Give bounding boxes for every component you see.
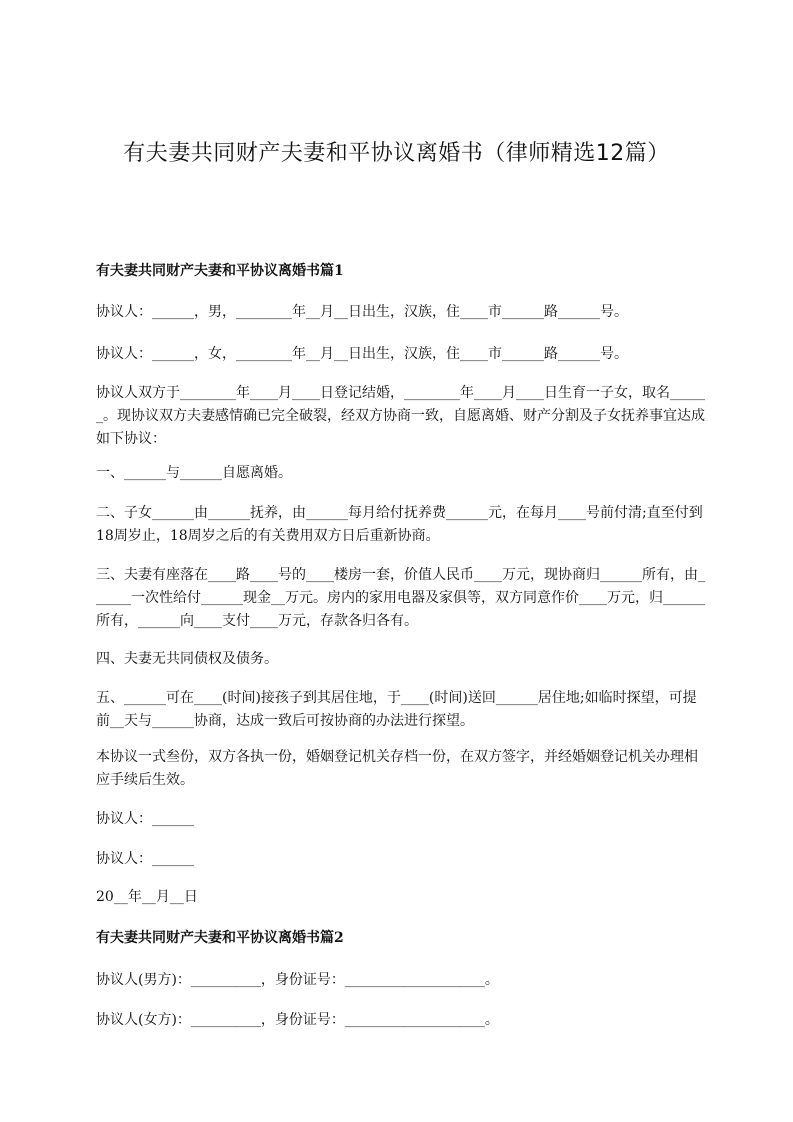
clause-3: 三、夫妻有座落在____路____号的____楼房一套，价值人民币____万元，现协商归______所有，由______一次性给付______现金__万元。房内的家用电器及家俱等，双方同意作价____万元，归______所有，______向____支付____万元，存款各归各有。 [96,567,705,629]
date-line: 20__年__月__日 [96,889,198,905]
effect-paragraph: 本协议一式叁份，双方各执一份，婚姻登记机关存档一份，在双方签字，并经婚姻登记机关办理相应手续后生效。 [96,749,698,788]
signature-line-1: 协议人：______ [96,811,194,827]
section-heading-1: 有夫妻共同财产夫妻和平协议离婚书篇1 [96,263,344,279]
party-female-line: 协议人：______，女，________年__月__日出生，汉族，住____市______路______号。 [96,346,628,362]
clause-1: 一、______与______自愿离婚。 [96,465,292,481]
document-title: 有夫妻共同财产夫妻和平协议离婚书（律师精选12篇） [123,141,670,166]
clause-2: 二、子女______由______抚养，由______每月给付抚养费______元，在每月____号前付清;直至付到18周岁止，18周岁之后的有关费用双方日后重新协商。 [96,505,703,544]
clause-4: 四、夫妻无共同债权及债务。 [96,651,278,667]
marriage-paragraph: 协议人双方于________年____月____日登记结婚，________年____月____日生育一子女，取名______。现协议双方夫妻感情确已完全破裂，经双方协商一致，自愿离婚、财产分割及子女抚养事宜达成如下协议： [96,385,705,447]
party-male-id-line: 协议人(男方)：__________，身份证号：____________________。 [96,972,499,988]
clause-5: 五、______可在____(时间)接孩子到其居住地，于____(时间)送回______居住地;如临时探望，可提前__天与______协商，达成一致后可按协商的办法进行探望。 [96,690,697,729]
party-female-id-line: 协议人(女方)：__________，身份证号：____________________。 [96,1012,499,1028]
signature-line-2: 协议人：______ [96,851,194,867]
section-heading-2: 有夫妻共同财产夫妻和平协议离婚书篇2 [96,930,344,946]
party-male-line: 协议人：______，男，________年__月__日出生，汉族，住____市______路______号。 [96,304,628,320]
